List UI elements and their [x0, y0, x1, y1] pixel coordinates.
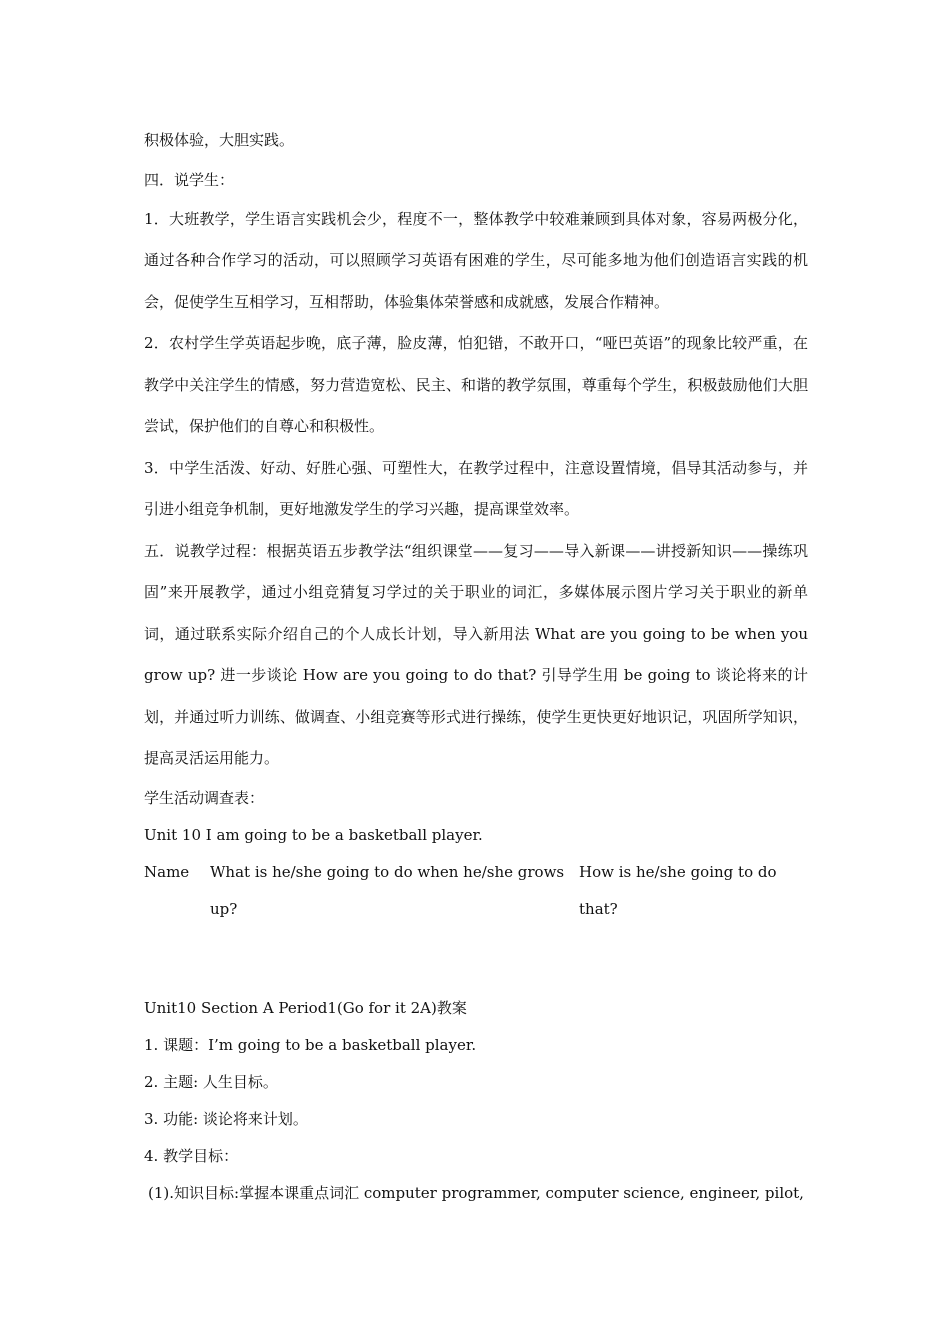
lesson-function: 3. 功能: 谈论将来计划。 — [144, 1109, 308, 1128]
lesson-plan-title: Unit10 Section A Period1(Go for it 2A)教案 — [144, 998, 467, 1017]
lesson-knowledge-objective: (1).知识目标:掌握本课重点词汇 computer programmer, computer science, engineer, pilot, — [148, 1183, 804, 1202]
heading-students: 四．说学生： — [144, 170, 235, 189]
document-page — [144, 120, 808, 1212]
spacer — [144, 891, 808, 990]
paragraph-intro-tail: 积极体验，大胆实践。 — [144, 131, 295, 149]
paragraph-students-2: 2．农村学生学英语起步晚，底子薄，脸皮薄，怕犯错，不敢开口，“哑巴英语”的现象比较严重，在教学中关注学生的情感，努力营造宽松、民主、和谐的教学氛围，尊重每个学生，积极鼓励他们大胆尝试，保护他们的自尊心和积极性。 — [144, 334, 808, 435]
paragraph-students-3: 3．中学生活泼、好动、好胜心强、可塑性大，在教学过程中，注意设置情境，倡导其活动参与，并引进小组竞争机制，更好地激发学生的学习兴趣，提高课堂效率。 — [144, 458, 808, 518]
unit-title-line: Unit 10 I am going to be a basketball player. — [144, 825, 483, 844]
survey-header-plan: What is he/she going to do when he/she grows up? — [210, 862, 565, 918]
lesson-theme: 2. 主题: 人生目标。 — [144, 1072, 278, 1091]
paragraph-students-1: 1．大班教学，学生语言实践机会少，程度不一，整体教学中较难兼顾到具体对象，容易两极分化，通过各种合作学习的活动，可以照顾学习英语有困难的学生，尽可能多地为他们创造语言实践的机会，促使学生互相学习，互相帮助，体验集体荣誉感和成就感，发展合作精神。 — [144, 209, 808, 311]
paragraph-teaching-process: 五．说教学过程：根据英语五步教学法“组织课堂——复习——导入新课——讲授新知识——操练巩固”来开展教学，通过小组竞猜复习学过的关于职业的词汇，多媒体展示图片学习关于职业的新单词，通过联系实际介绍自己的个人成长计划，导入新用法 What are you going to be when you grow up? 进一步谈论 How are you going to do that? 引导学生用 be going to 谈论将来的计划，并通过听力训练、做调查、小组竞赛等形式进行操练，使学生更快更好地识记，巩固所学知识，提高灵活运用能力。 — [144, 541, 808, 767]
survey-title: 学生活动调查表： — [144, 788, 265, 807]
lesson-topic: 1. 课题：I’m going to be a basketball player. — [144, 1035, 477, 1054]
survey-header-how: How is he/she going to do that? — [579, 862, 777, 918]
survey-header-name: Name — [144, 862, 190, 881]
survey-table-header — [144, 854, 808, 918]
lesson-objectives-heading: 4. 教学目标： — [144, 1146, 239, 1165]
